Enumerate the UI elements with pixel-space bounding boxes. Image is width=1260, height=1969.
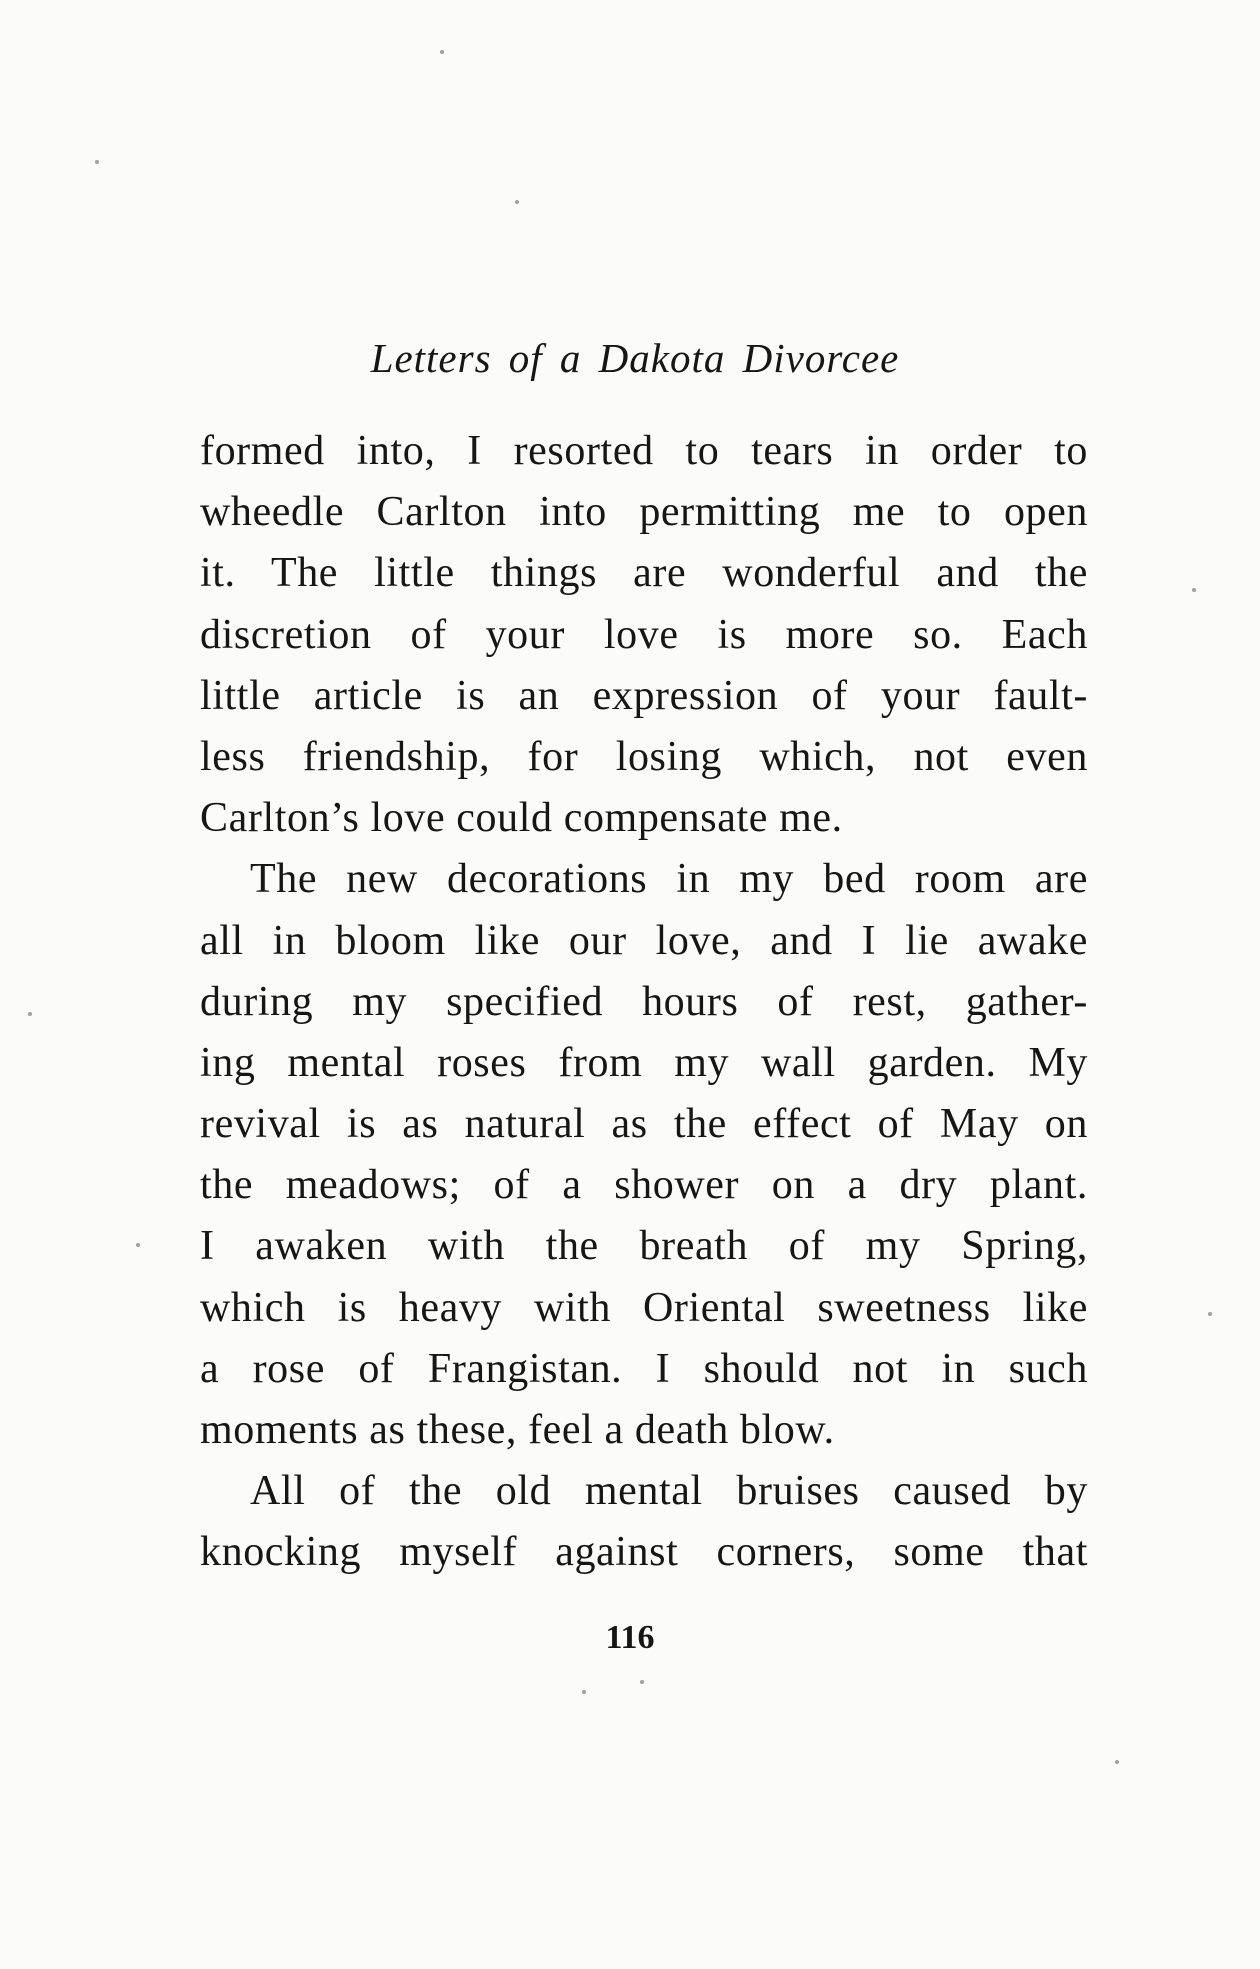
scan-speck [1208,1312,1212,1316]
scan-speck [440,50,444,54]
text-line: discretion of your love is more so. Each [200,611,1088,658]
text-line: moments as these, feel a death blow. [200,1407,835,1453]
text-line: I awaken with the breath of my Spring, [200,1223,1088,1270]
scan-speck [28,1012,32,1016]
text-line: The new decorations in my bed room are [250,856,1088,903]
scan-speck [136,1243,140,1247]
text-line: a rose of Frangistan. I should not in such [200,1345,1088,1392]
text-line: Carlton’s love could compensate me. [200,795,843,842]
text-line: during my specified hours of rest, gather- [200,978,1088,1025]
scan-speck [1115,1760,1119,1764]
text-line: all in bloom like our love, and I lie awake [200,917,1088,964]
scan-speck [515,200,519,204]
scan-speck [640,1680,644,1684]
text-line: wheedle Carlton into permitting me to open [200,489,1088,536]
scan-speck [95,160,99,164]
page-number: 116 [605,1619,655,1656]
text-line: revival is as natural as the effect of May on [200,1101,1088,1148]
text-line: formed into, I resorted to tears in order to [200,428,1088,474]
scan-speck [582,1690,586,1694]
text-line: it. The little things are wonderful and the [200,550,1088,597]
text-line: the meadows; of a shower on a dry plant. [200,1162,1088,1209]
scan-speck [1192,588,1196,592]
body-text [200,421,1088,1584]
text-line: All of the old mental bruises caused by [250,1468,1088,1515]
running-head: Letters of a Dakota Divorcee [370,335,900,381]
text-line: ing mental roses from my wall garden. My [200,1039,1088,1086]
text-line: knocking myself against corners, some that [200,1529,1088,1576]
text-line: which is heavy with Oriental sweetness like [200,1284,1088,1331]
text-line: less friendship, for losing which, not even [200,733,1088,780]
text-line: little article is an expression of your fault- [200,672,1088,719]
